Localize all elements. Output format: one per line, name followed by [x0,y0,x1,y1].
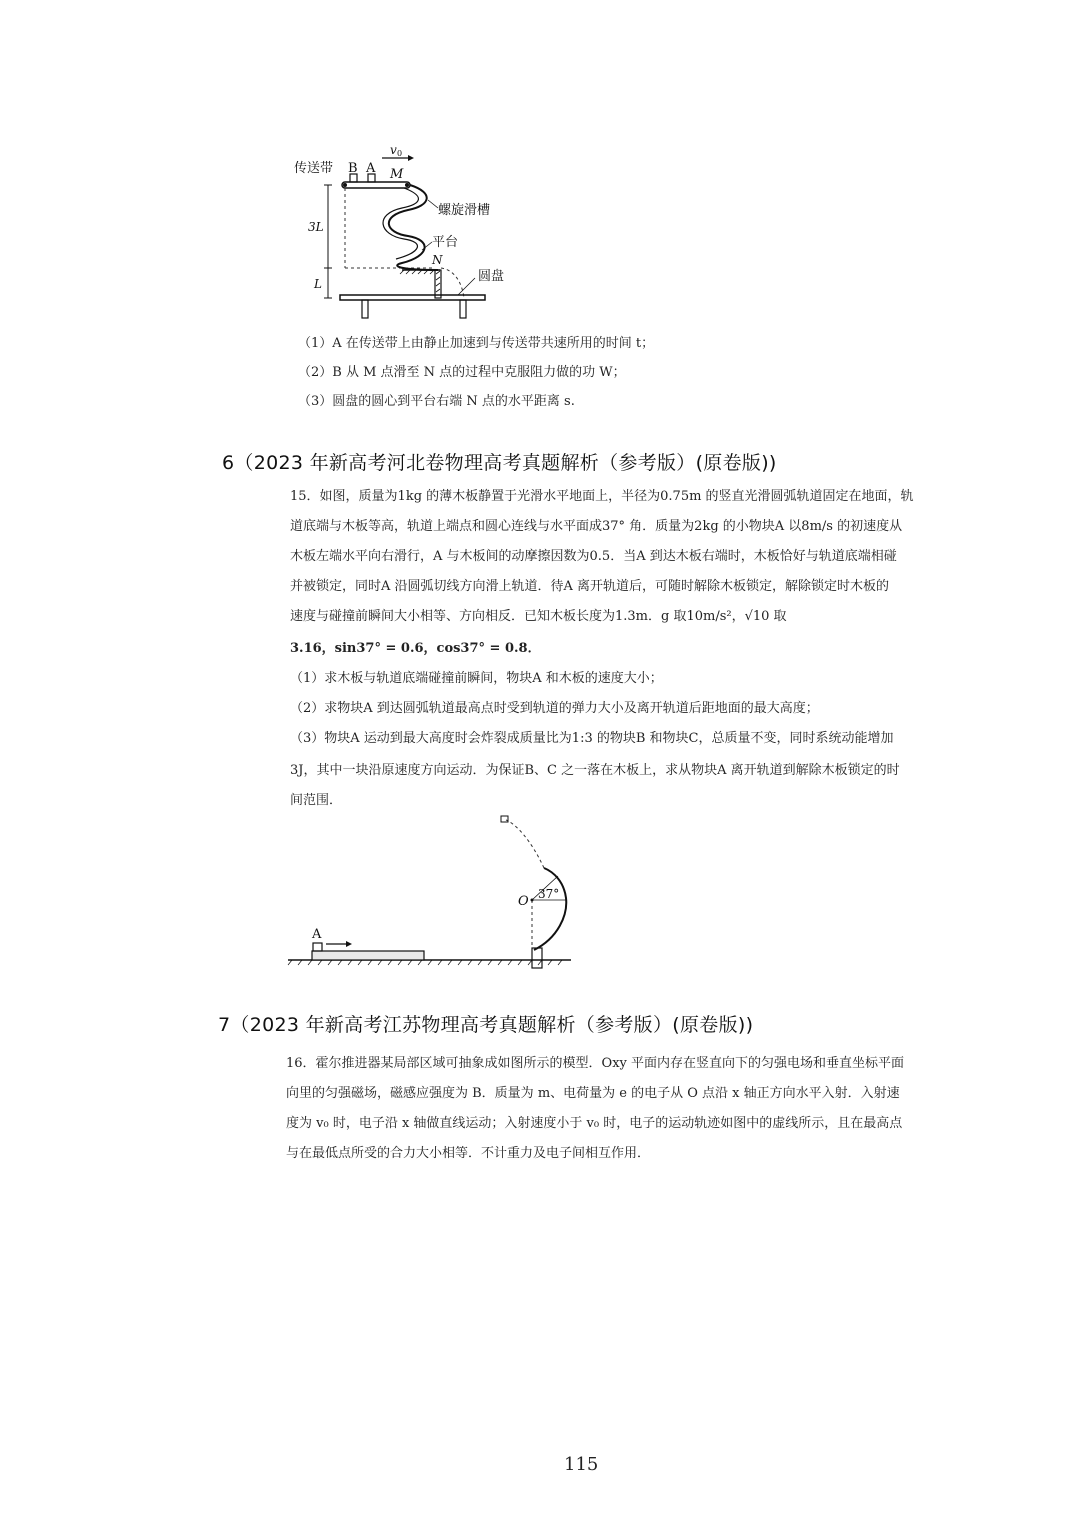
prev-question-1: （1）A 在传送带上由静止加速到与传送带共速所用的时间 t； [298,336,655,351]
section-6-heading: 6（2023 年新高考河北卷物理高考真题解析（参考版）(原卷版)) [222,452,777,474]
label-disk: 圆盘 [478,269,505,284]
label-spiral: 螺旋滑槽 [438,203,491,218]
figure-board-track [286,810,586,975]
prev-question-2: （2）B 从 M 点滑至 N 点的过程中克服阻力做的功 W； [298,365,626,380]
label-o: O [518,894,529,909]
section-6-line-3: 木板左端水平向右滑行，A 与木板间的动摩擦因数为0.5．当A 到达木板右端时，木板恰好与轨道底端相碰 [290,549,897,564]
section-6-line-4: 并被锁定，同时A 沿圆弧切线方向滑上轨道．待A 离开轨道后，可随时解除木板锁定，解除锁定时木板的 [290,579,890,594]
label-l: L [314,277,322,291]
label-belt: 传送带 [294,161,334,176]
label-3l: 3L [308,220,324,234]
section-6-line-6: 3.16，sin37° = 0.6，cos37° = 0.8． [290,641,541,656]
figure-conveyor-spiral [290,138,510,328]
label-m: M [390,167,404,182]
section-7-line-4: 与在最低点所受的合力大小相等．不计重力及电子间相互作用． [286,1146,651,1161]
section-7-line-1: 16．霍尔推进器某局部区域可抽象成如图所示的模型．Oxy 平面内存在竖直向下的匀强电场和垂直坐标平面 [286,1056,905,1071]
section-6-line-2: 道底端与木板等高，轨道上端点和圆心连线与水平面成37° 角．质量为2kg 的小物块A 以8m/s 的初速度从 [290,519,903,534]
board-shape [312,951,424,960]
section-6-line-7: （1）求木板与轨道底端碰撞前瞬间，物块A 和木板的速度大小； [290,671,663,686]
spiral-slide-shape [389,185,438,270]
label-b: B [348,161,358,176]
section-7-heading: 7（2023 年新高考江苏物理高考真题解析（参考版）(原卷版)) [218,1014,754,1036]
page-number: 115 [564,1454,599,1475]
section-6-line-9: （3）物块A 运动到最大高度时会炸裂成质量比为1:3 的物块B 和物块C，总质量不变，同时系统动能增加 [290,731,894,746]
arc-track-shape [534,868,566,950]
label-v0-sub: 0 [397,149,403,158]
section-6-line-11: 间范围． [290,793,343,808]
disk-shape [340,295,485,300]
prev-question-3: （3）圆盘的圆心到平台右端 N 点的水平距离 s. [298,394,575,409]
label-angle: 37° [538,887,560,901]
section-6-line-1: 15．如图，质量为1kg 的薄木板静置于光滑水平地面上，半径为0.75m 的竖直光滑圆弧轨道固定在地面，轨 [290,489,914,504]
conveyor-belt-shape [342,182,410,188]
section-6-line-5: 速度与碰撞前瞬间大小相等、方向相反．已知木板长度为1.3m．g 取10m/s²，√10 取 [290,609,787,624]
label-a-2: A [312,927,322,942]
section-7-line-3: 度为 v₀ 时，电子沿 x 轴做直线运动；入射速度小于 v₀ 时，电子的运动轨迹如图中的虚线所示，且在最高点 [286,1116,903,1131]
track-base-shape [532,948,542,968]
label-platform: 平台 [432,235,459,250]
block-a-shape-2 [313,943,322,951]
section-7-line-2: 向里的匀强磁场，磁感应强度为 B．质量为 m、电荷量为 e 的电子从 O 点沿 x 轴正方向水平入射．入射速 [286,1086,900,1101]
section-6-line-8: （2）求物块A 到达圆弧轨道最高点时受到轨道的弹力大小及离开轨道后距地面的最大高度； [290,701,819,716]
section-6-line-10: 3J，其中一块沿原速度方向运动．为保证B、C 之一落在木板上，求从物块A 离开轨道到解除木板锁定的时 [290,763,900,778]
label-a: A [366,161,376,176]
label-v0: v [390,143,397,157]
label-n: N [432,253,443,267]
